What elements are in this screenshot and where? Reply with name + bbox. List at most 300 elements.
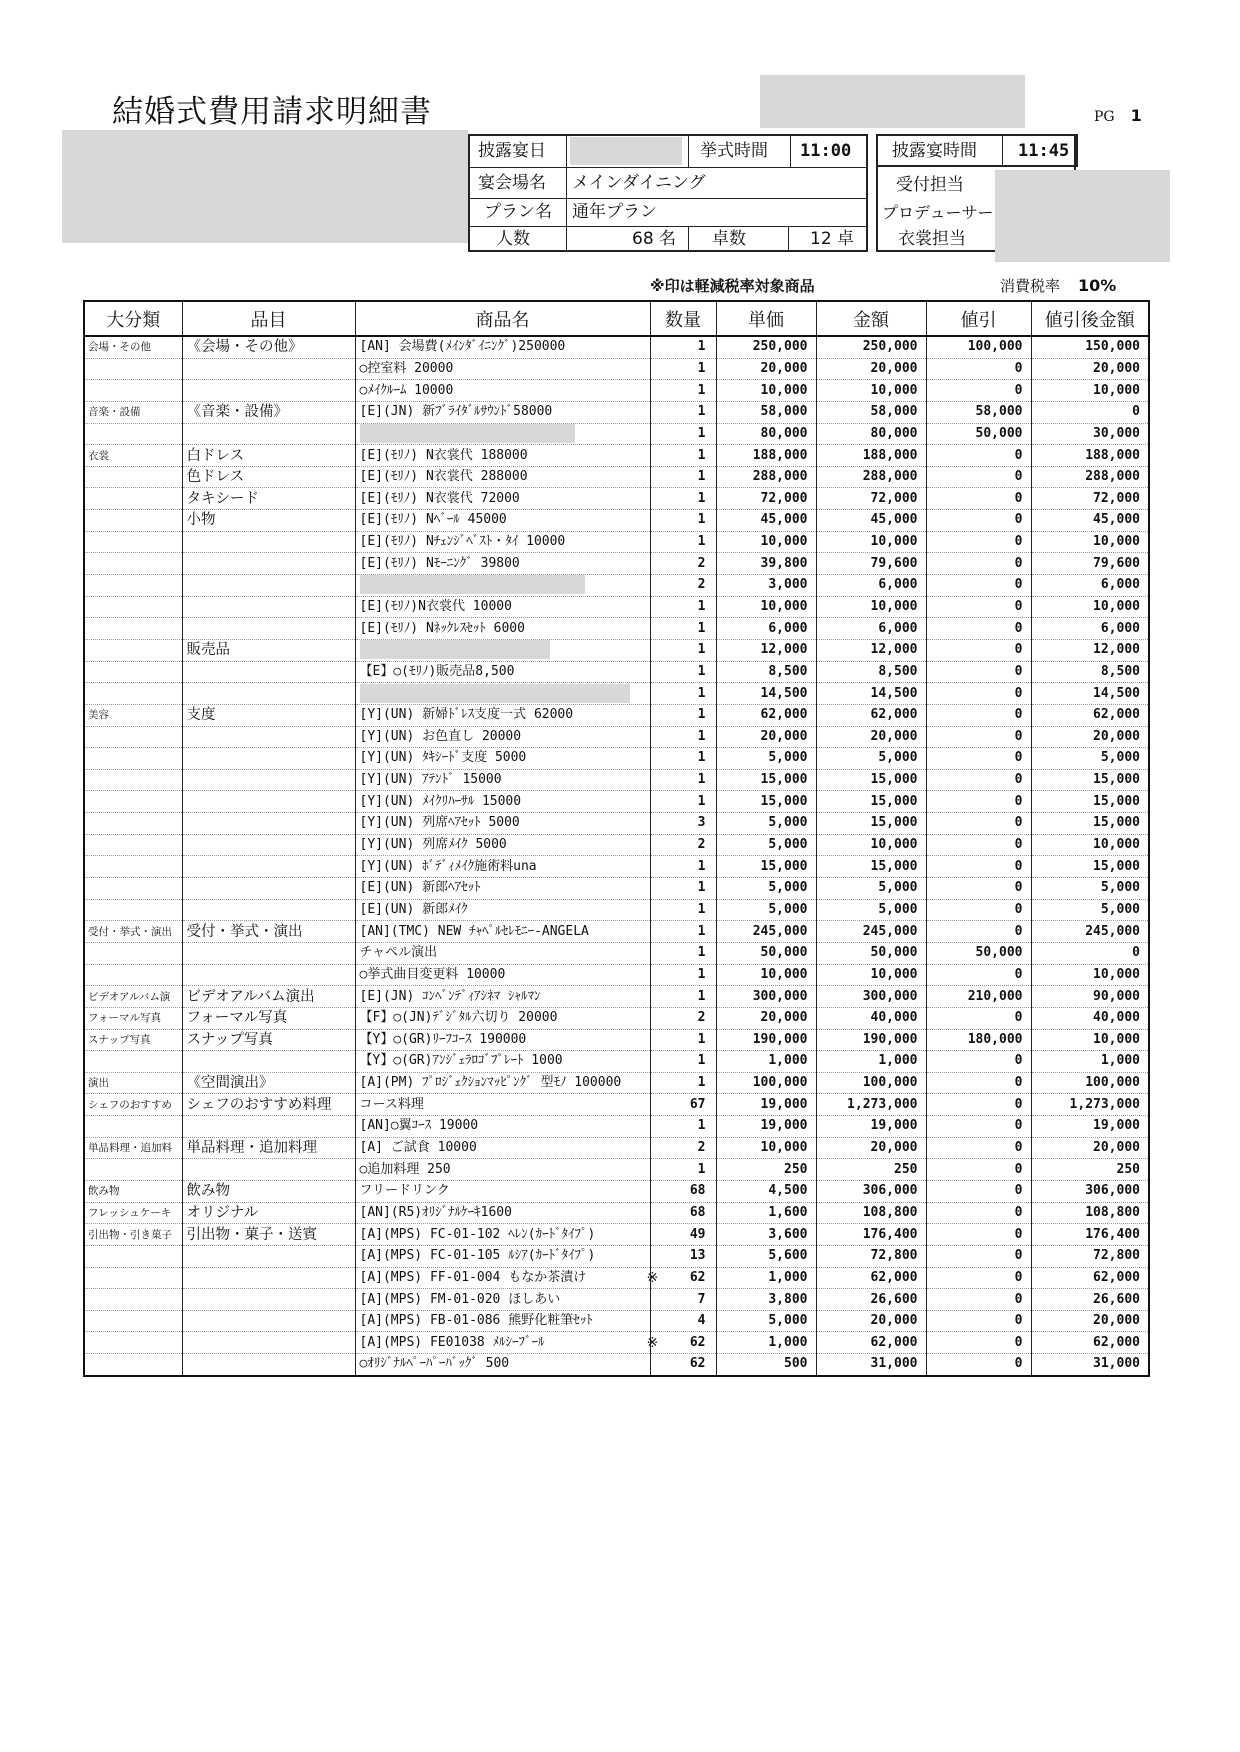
amount-cell: 15,000 <box>816 769 926 791</box>
discount-cell: 0 <box>926 1137 1031 1159</box>
product-cell: [E](ﾓﾘﾉ) N衣裳代 72000 <box>355 488 650 510</box>
category-cell <box>84 748 182 770</box>
unit-price-cell: 72,000 <box>716 488 816 510</box>
quantity-cell <box>650 769 716 791</box>
product-cell: [A] ご試食 10000 <box>355 1137 650 1159</box>
redacted-block <box>995 170 1170 262</box>
net-amount-cell: 12,000 <box>1031 639 1149 661</box>
net-amount-cell: 90,000 <box>1031 986 1149 1008</box>
amount-cell: 62,000 <box>816 1332 926 1354</box>
product-cell: [E](UN) 新郎ﾒｲｸ <box>355 899 650 921</box>
category-cell: 演出 <box>84 1072 182 1094</box>
category-cell <box>84 1159 182 1181</box>
quantity-cell <box>650 1310 716 1332</box>
quantity-cell <box>650 1094 716 1116</box>
amount-cell: 1,000 <box>816 1051 926 1073</box>
discount-cell: 180,000 <box>926 1029 1031 1051</box>
quantity-cell <box>650 921 716 943</box>
unit-price-cell: 5,600 <box>716 1245 816 1267</box>
discount-cell: 0 <box>926 899 1031 921</box>
column-header: 金額 <box>816 301 926 336</box>
plan-value: 通年プラン <box>572 202 657 222</box>
table-row <box>84 553 1149 575</box>
category-cell: 単品料理・追加料 <box>84 1137 182 1159</box>
unit-price-cell: 80,000 <box>716 423 816 445</box>
quantity-value: 1 <box>697 772 706 788</box>
quantity-value: 1 <box>697 923 706 939</box>
producer-label: プロデューサー <box>882 203 994 222</box>
discount-cell: 0 <box>926 704 1031 726</box>
table-row <box>84 921 1149 943</box>
table-row <box>84 1289 1149 1311</box>
venue-label: 宴会場名 <box>478 173 546 193</box>
item-cell <box>182 899 355 921</box>
net-amount-cell: 100,000 <box>1031 1072 1149 1094</box>
amount-cell: 62,000 <box>816 1267 926 1289</box>
quantity-cell <box>650 661 716 683</box>
quantity-cell <box>650 358 716 380</box>
category-cell: ビデオアルバム演 <box>84 986 182 1008</box>
quantity-cell <box>650 878 716 900</box>
tax-rate-label: 消費税率 <box>1000 277 1061 295</box>
item-cell <box>182 380 355 402</box>
table-row <box>84 683 1149 705</box>
quantity-value: 1 <box>697 728 706 744</box>
net-amount-cell: 72,800 <box>1031 1245 1149 1267</box>
quantity-value: 1 <box>697 793 706 809</box>
table-row <box>84 878 1149 900</box>
venue-value: メインダイニング <box>572 173 706 193</box>
table-row <box>84 834 1149 856</box>
category-cell <box>84 618 182 640</box>
unit-price-cell: 5,000 <box>716 834 816 856</box>
discount-cell: 0 <box>926 1159 1031 1181</box>
amount-cell: 1,273,000 <box>816 1094 926 1116</box>
category-cell <box>84 1332 182 1354</box>
amount-cell: 58,000 <box>816 401 926 423</box>
redacted-product <box>360 684 630 703</box>
unit-price-cell: 5,000 <box>716 748 816 770</box>
reduced-tax-mark: ※ <box>646 1269 659 1286</box>
quantity-cell <box>650 856 716 878</box>
item-cell: タキシード <box>182 488 355 510</box>
table-row <box>84 1310 1149 1332</box>
discount-cell: 0 <box>926 878 1031 900</box>
item-cell: スナップ写真 <box>182 1029 355 1051</box>
product-cell: [Y](UN) 新婦ﾄﾞﾚｽ支度一式 62000 <box>355 704 650 726</box>
product-cell: [E](JN) ｺﾝﾍﾞﾝﾃﾞｨｱｼﾈﾏ ｼｬﾙﾏﾝ <box>355 986 650 1008</box>
unit-price-cell: 10,000 <box>716 964 816 986</box>
net-amount-cell: 20,000 <box>1031 1137 1149 1159</box>
item-cell <box>182 942 355 964</box>
category-cell <box>84 1267 182 1289</box>
discount-cell: 0 <box>926 445 1031 467</box>
table-row <box>84 596 1149 618</box>
item-cell <box>182 618 355 640</box>
discount-cell: 0 <box>926 1354 1031 1376</box>
amount-cell: 14,500 <box>816 683 926 705</box>
category-cell <box>84 726 182 748</box>
product-cell: [A](MPS) FF-01-004 もなか茶漬け <box>355 1267 650 1289</box>
quantity-cell <box>650 964 716 986</box>
unit-price-cell: 8,500 <box>716 661 816 683</box>
unit-price-cell: 245,000 <box>716 921 816 943</box>
amount-cell: 190,000 <box>816 1029 926 1051</box>
quantity-cell <box>650 1202 716 1224</box>
tax-rate-value: 10% <box>1078 276 1117 295</box>
page-number <box>1094 106 1142 125</box>
product-cell: [Y](UN) お色直し 20000 <box>355 726 650 748</box>
net-amount-cell: 31,000 <box>1031 1354 1149 1376</box>
discount-cell: 0 <box>926 488 1031 510</box>
unit-price-cell: 15,000 <box>716 791 816 813</box>
redacted-block <box>570 137 682 165</box>
table-row <box>84 986 1149 1008</box>
category-cell <box>84 834 182 856</box>
discount-cell: 0 <box>926 358 1031 380</box>
category-cell <box>84 683 182 705</box>
table-row <box>84 639 1149 661</box>
product-cell: [A](MPS) FM-01-020 ほしあい <box>355 1289 650 1311</box>
item-cell <box>182 726 355 748</box>
discount-cell: 0 <box>926 639 1031 661</box>
product-cell: [A](MPS) FC-01-102 ﾍﾚﾝ(ｶｰﾄﾞﾀｲﾌﾟ) <box>355 1224 650 1246</box>
unit-price-cell: 62,000 <box>716 704 816 726</box>
quantity-cell <box>650 899 716 921</box>
table-row <box>84 726 1149 748</box>
unit-price-cell: 500 <box>716 1354 816 1376</box>
quantity-cell <box>650 488 716 510</box>
table-row <box>84 964 1149 986</box>
category-cell <box>84 553 182 575</box>
quantity-value: 68 <box>689 1204 706 1220</box>
column-header: 単価 <box>716 301 816 336</box>
discount-cell: 100,000 <box>926 336 1031 358</box>
discount-cell: 0 <box>926 964 1031 986</box>
quantity-value: 1 <box>697 988 706 1004</box>
net-amount-cell: 245,000 <box>1031 921 1149 943</box>
product-cell: [E](ﾓﾘﾉ) Nﾈｯｸﾚｽｾｯﾄ 6000 <box>355 618 650 640</box>
item-cell <box>182 596 355 618</box>
quantity-value: 1 <box>697 534 706 550</box>
category-cell <box>84 791 182 813</box>
table-row <box>84 1245 1149 1267</box>
product-cell: 【F】○(JN)ﾃﾞｼﾞﾀﾙ六切り 20000 <box>355 1007 650 1029</box>
quantity-cell <box>650 336 716 358</box>
category-cell <box>84 466 182 488</box>
table-row <box>84 856 1149 878</box>
quantity-value: 13 <box>689 1248 706 1264</box>
page-label: PG <box>1094 109 1115 125</box>
category-cell <box>84 899 182 921</box>
unit-price-cell: 300,000 <box>716 986 816 1008</box>
table-row <box>84 1224 1149 1246</box>
unit-price-cell: 15,000 <box>716 769 816 791</box>
product-cell: [Y](UN) ﾒｲｸﾘﾊｰｻﾙ 15000 <box>355 791 650 813</box>
unit-price-cell: 10,000 <box>716 1137 816 1159</box>
quantity-cell <box>650 683 716 705</box>
product-cell: [Y](UN) 列席ﾍｱｾｯﾄ 5000 <box>355 813 650 835</box>
net-amount-cell: 5,000 <box>1031 878 1149 900</box>
net-amount-cell: 79,600 <box>1031 553 1149 575</box>
product-cell: ○ﾒｲｸﾙｰﾑ 10000 <box>355 380 650 402</box>
item-cell <box>182 531 355 553</box>
quantity-value: 4 <box>697 1313 706 1329</box>
unit-price-cell: 5,000 <box>716 1310 816 1332</box>
amount-cell: 26,600 <box>816 1289 926 1311</box>
table-row <box>84 336 1149 358</box>
net-amount-cell: 62,000 <box>1031 704 1149 726</box>
table-row <box>84 358 1149 380</box>
table-row <box>84 769 1149 791</box>
quantity-cell <box>650 986 716 1008</box>
discount-cell: 210,000 <box>926 986 1031 1008</box>
product-cell: ○挙式曲目変更料 10000 <box>355 964 650 986</box>
quantity-value: 1 <box>697 685 706 701</box>
discount-cell: 0 <box>926 531 1031 553</box>
category-cell <box>84 964 182 986</box>
quantity-cell <box>650 510 716 532</box>
quantity-value: 1 <box>697 1053 706 1069</box>
column-header: 商品名 <box>355 301 650 336</box>
quantity-cell <box>650 1224 716 1246</box>
quantity-cell <box>650 423 716 445</box>
item-cell <box>182 791 355 813</box>
discount-cell: 0 <box>926 1332 1031 1354</box>
unit-price-cell: 1,000 <box>716 1267 816 1289</box>
quantity-value: 62 <box>689 1334 706 1350</box>
category-cell: 引出物・引き菓子 <box>84 1224 182 1246</box>
table-row <box>84 466 1149 488</box>
unit-price-cell: 250,000 <box>716 336 816 358</box>
net-amount-cell: 15,000 <box>1031 769 1149 791</box>
category-cell <box>84 942 182 964</box>
amount-cell: 62,000 <box>816 704 926 726</box>
item-cell: 小物 <box>182 510 355 532</box>
table-row <box>84 1007 1149 1029</box>
quantity-value: 1 <box>697 663 706 679</box>
tax-rate <box>1000 275 1116 296</box>
product-cell: フリードリンク <box>355 1180 650 1202</box>
redacted-product <box>360 575 585 594</box>
discount-cell: 50,000 <box>926 423 1031 445</box>
quantity-cell <box>650 1245 716 1267</box>
table-row <box>84 704 1149 726</box>
category-cell <box>84 1116 182 1138</box>
net-amount-cell: 6,000 <box>1031 575 1149 597</box>
quantity-cell <box>650 791 716 813</box>
net-amount-cell: 0 <box>1031 942 1149 964</box>
category-cell <box>84 575 182 597</box>
quantity-value: 2 <box>697 1140 706 1156</box>
unit-price-cell: 5,000 <box>716 899 816 921</box>
amount-cell: 288,000 <box>816 466 926 488</box>
net-amount-cell: 5,000 <box>1031 748 1149 770</box>
discount-cell: 0 <box>926 1267 1031 1289</box>
quantity-cell <box>650 942 716 964</box>
category-cell <box>84 1051 182 1073</box>
category-cell <box>84 661 182 683</box>
net-amount-cell: 5,000 <box>1031 899 1149 921</box>
discount-cell: 50,000 <box>926 942 1031 964</box>
product-cell: ○控室料 20000 <box>355 358 650 380</box>
category-cell <box>84 531 182 553</box>
redacted-block <box>62 130 468 243</box>
category-cell: スナップ写真 <box>84 1029 182 1051</box>
category-cell: シェフのおすすめ <box>84 1094 182 1116</box>
product-cell <box>355 575 650 597</box>
quantity-value: 1 <box>697 339 706 355</box>
unit-price-cell: 3,000 <box>716 575 816 597</box>
table-row <box>84 1072 1149 1094</box>
net-amount-cell: 8,500 <box>1031 661 1149 683</box>
item-cell <box>182 1116 355 1138</box>
product-cell: [AN](TMC) NEW ﾁｬﾍﾟﾙｾﾚﾓﾆｰ-ANGELA <box>355 921 650 943</box>
category-cell: 受付・挙式・演出 <box>84 921 182 943</box>
net-amount-cell: 1,000 <box>1031 1051 1149 1073</box>
discount-cell: 0 <box>926 618 1031 640</box>
net-amount-cell: 62,000 <box>1031 1332 1149 1354</box>
item-cell <box>182 1051 355 1073</box>
discount-cell: 0 <box>926 748 1031 770</box>
net-amount-cell: 306,000 <box>1031 1180 1149 1202</box>
quantity-value: 1 <box>697 750 706 766</box>
discount-cell: 0 <box>926 1094 1031 1116</box>
product-cell: [E](ﾓﾘﾉ) N衣裳代 288000 <box>355 466 650 488</box>
table-row <box>84 661 1149 683</box>
category-cell <box>84 1354 182 1376</box>
table-row <box>84 510 1149 532</box>
quantity-cell <box>650 1137 716 1159</box>
quantity-value: 2 <box>697 577 706 593</box>
net-amount-cell: 188,000 <box>1031 445 1149 467</box>
discount-cell: 0 <box>926 1224 1031 1246</box>
table-row <box>84 1202 1149 1224</box>
item-cell <box>182 1332 355 1354</box>
unit-price-cell: 20,000 <box>716 726 816 748</box>
item-cell: 受付・挙式・演出 <box>182 921 355 943</box>
unit-price-cell: 190,000 <box>716 1029 816 1051</box>
product-cell: [E](ﾓﾘﾉ)N衣裳代 10000 <box>355 596 650 618</box>
banquet-time-value: 11:45 <box>1018 141 1070 161</box>
tables-label: 卓数 <box>712 229 746 249</box>
amount-cell: 108,800 <box>816 1202 926 1224</box>
table-header-row <box>84 301 1149 336</box>
discount-cell: 0 <box>926 856 1031 878</box>
item-cell: フォーマル写真 <box>182 1007 355 1029</box>
net-amount-cell: 15,000 <box>1031 813 1149 835</box>
product-cell <box>355 423 650 445</box>
discount-cell: 0 <box>926 1310 1031 1332</box>
item-cell <box>182 748 355 770</box>
category-cell: フレッシュケーキ <box>84 1202 182 1224</box>
reception-staff-label: 受付担当 <box>896 175 964 195</box>
quantity-cell <box>650 1051 716 1073</box>
quantity-value: 1 <box>697 966 706 982</box>
unit-price-cell: 39,800 <box>716 553 816 575</box>
item-cell: 飲み物 <box>182 1180 355 1202</box>
discount-cell: 0 <box>926 466 1031 488</box>
table-row <box>84 618 1149 640</box>
invoice-table <box>83 300 1150 1377</box>
net-amount-cell: 72,000 <box>1031 488 1149 510</box>
product-cell: [A](MPS) FB-01-086 熊野化粧筆ｾｯﾄ <box>355 1310 650 1332</box>
unit-price-cell: 10,000 <box>716 596 816 618</box>
amount-cell: 176,400 <box>816 1224 926 1246</box>
net-amount-cell: 30,000 <box>1031 423 1149 445</box>
quantity-value: 1 <box>697 945 706 961</box>
quantity-cell <box>650 531 716 553</box>
quantity-cell <box>650 1159 716 1181</box>
product-cell: [A](MPS) FE01038 ﾒﾙｼｰﾌﾞｰﾙ <box>355 1332 650 1354</box>
net-amount-cell: 20,000 <box>1031 358 1149 380</box>
unit-price-cell: 19,000 <box>716 1094 816 1116</box>
quantity-cell <box>650 834 716 856</box>
discount-cell: 0 <box>926 726 1031 748</box>
amount-cell: 20,000 <box>816 726 926 748</box>
unit-price-cell: 288,000 <box>716 466 816 488</box>
net-amount-cell: 20,000 <box>1031 726 1149 748</box>
item-cell: 《会場・その他》 <box>182 336 355 358</box>
product-cell: [E](UN) 新郎ﾍｱｾｯﾄ <box>355 878 650 900</box>
unit-price-cell: 250 <box>716 1159 816 1181</box>
category-cell <box>84 1310 182 1332</box>
quantity-value: 1 <box>697 858 706 874</box>
unit-price-cell: 50,000 <box>716 942 816 964</box>
unit-price-cell: 5,000 <box>716 813 816 835</box>
quantity-cell <box>650 1289 716 1311</box>
document-title: 結婚式費用請求明細書 <box>112 94 432 130</box>
item-cell: 単品料理・追加料理 <box>182 1137 355 1159</box>
item-cell: ビデオアルバム演出 <box>182 986 355 1008</box>
category-cell <box>84 358 182 380</box>
table-row <box>84 401 1149 423</box>
discount-cell: 0 <box>926 661 1031 683</box>
category-cell: 美容 <box>84 704 182 726</box>
product-cell: [AN] 会場費(ﾒｲﾝﾀﾞｲﾆﾝｸﾞ)250000 <box>355 336 650 358</box>
net-amount-cell: 10,000 <box>1031 1029 1149 1051</box>
quantity-value: 2 <box>697 555 706 571</box>
net-amount-cell: 288,000 <box>1031 466 1149 488</box>
net-amount-cell: 150,000 <box>1031 336 1149 358</box>
quantity-value: 1 <box>697 469 706 485</box>
category-cell <box>84 878 182 900</box>
quantity-value: 49 <box>689 1226 706 1242</box>
discount-cell: 0 <box>926 575 1031 597</box>
unit-price-cell: 6,000 <box>716 618 816 640</box>
net-amount-cell: 26,600 <box>1031 1289 1149 1311</box>
quantity-value: 1 <box>697 447 706 463</box>
item-cell <box>182 423 355 445</box>
redacted-product <box>360 640 550 659</box>
product-cell: [AN]○翼ｺｰｽ 19000 <box>355 1116 650 1138</box>
discount-cell: 0 <box>926 791 1031 813</box>
table-row <box>84 531 1149 553</box>
table-row <box>84 1354 1149 1376</box>
reduced-tax-note: ※印は軽減税率対象商品 <box>650 277 815 295</box>
net-amount-cell: 15,000 <box>1031 856 1149 878</box>
quantity-cell <box>650 618 716 640</box>
table-row <box>84 1137 1149 1159</box>
unit-price-cell: 14,500 <box>716 683 816 705</box>
table-row <box>84 1029 1149 1051</box>
quantity-cell <box>650 401 716 423</box>
category-cell: 飲み物 <box>84 1180 182 1202</box>
item-cell: 支度 <box>182 704 355 726</box>
item-cell <box>182 358 355 380</box>
item-cell: オリジナル <box>182 1202 355 1224</box>
quantity-cell <box>650 575 716 597</box>
